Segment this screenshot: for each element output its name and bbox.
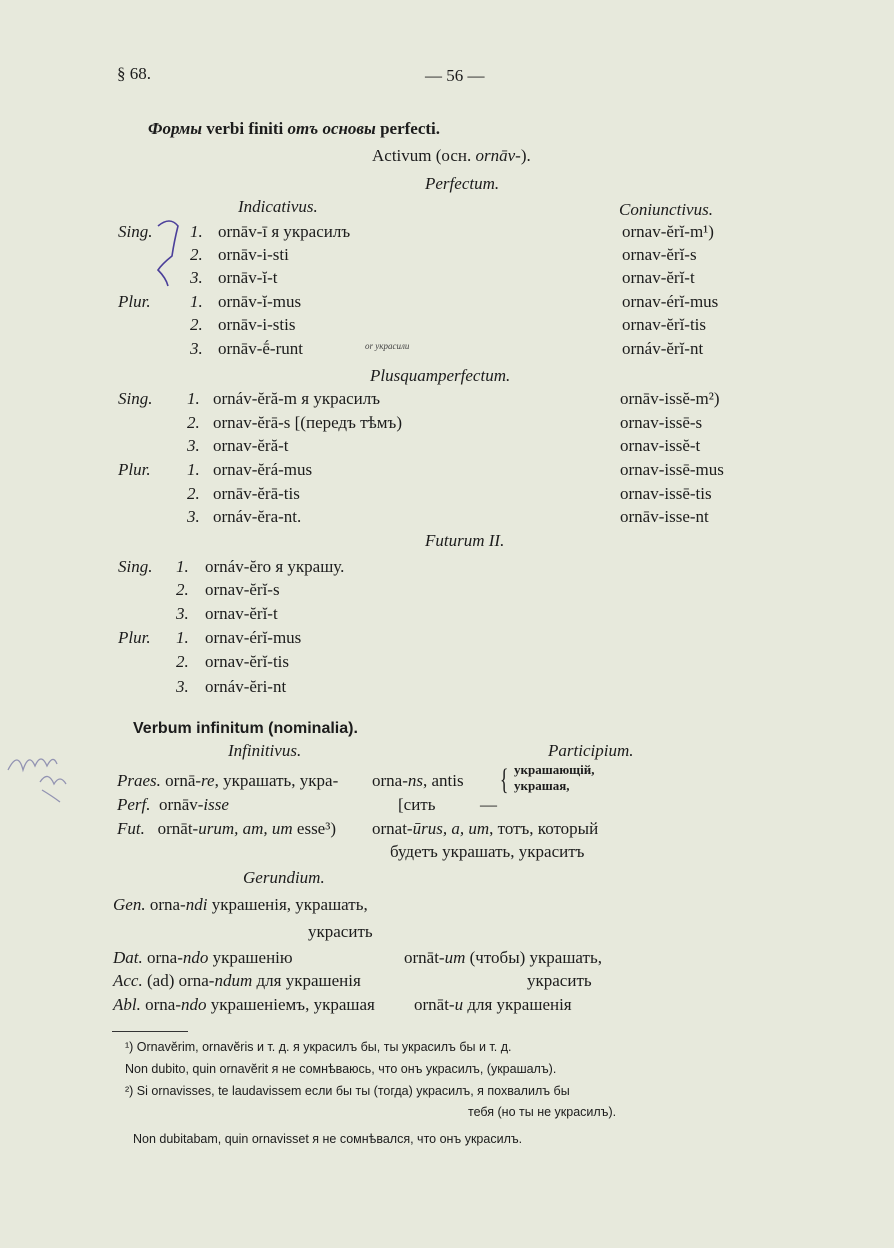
translation: для украшенія (252, 971, 361, 990)
ending: ndo (180, 995, 207, 1014)
ending: ndi (185, 895, 208, 914)
subjunctive-form: ornav-issē-tis (620, 484, 712, 503)
indicativus-heading: Indicativus. (238, 197, 318, 216)
person-number: 2. (187, 413, 200, 432)
title-part: verbi finiti (202, 119, 288, 138)
person-number: 2. (187, 484, 200, 503)
person-number: 1. (176, 628, 189, 647)
translation-continuation: [сить (398, 795, 436, 814)
subjunctive-form: ornav-issĕ-t (620, 436, 701, 455)
page-number: — 56 — (425, 66, 485, 85)
row-label: Fut. (117, 819, 145, 838)
row-label: Abl. (113, 995, 141, 1014)
suffix: esse³) (292, 819, 336, 838)
ending: ns (407, 771, 423, 790)
handwritten-note: or украсили (365, 341, 410, 351)
subjunctive-form: ornav-ĕrĭ-tis (622, 315, 707, 334)
row-label: Gen. (113, 895, 146, 914)
ending: ndo (182, 948, 209, 967)
stem: ornāt- (404, 948, 445, 967)
indicative-form: ornav-ĕrā-s [(передъ тѣмъ) (213, 413, 402, 432)
stem: ornāt- (414, 995, 455, 1014)
person-number: 3. (190, 268, 203, 287)
stem: orna- (147, 948, 183, 967)
subjunctive-form: ornāv-issĕ-m²) (620, 389, 720, 408)
translation: украшенію (208, 948, 293, 967)
row-label: Sing. (118, 389, 153, 408)
translation: украшеніемъ, украшая (206, 995, 375, 1014)
futurum-heading: Futurum II. (425, 531, 505, 550)
person-number: 1. (176, 557, 189, 576)
subjunctive-form: ornav-issē-s (620, 413, 703, 432)
footnote-2: ²) Si ornavisses, te laudavissem если бы ты (тогда) украсилъ, я похвалилъ бы (125, 1084, 570, 1098)
indicative-form: ornav-ĕrĭ-t (205, 604, 278, 623)
row-label: Perf. (117, 795, 151, 814)
translation: , украшать, укра- (214, 771, 339, 790)
person-number: 1. (190, 222, 203, 241)
pen-brace-mark (158, 221, 178, 286)
ending: re (201, 771, 215, 790)
translation: , тотъ, который (489, 819, 599, 838)
title-part: perfecti. (375, 119, 441, 138)
stem: (ad) orna- (146, 971, 215, 990)
indicative-form: ornav-érĭ-mus (205, 628, 302, 647)
subjunctive-form: ornav-ĕrĭ-t (622, 268, 695, 287)
perf-participle-dash: — (480, 795, 497, 814)
person-number: 2. (190, 245, 203, 264)
activum-text: Activum (осн. (372, 146, 476, 165)
footnote-2-example: Non dubitabam, quin ornavisset я не сомнѣвался, что онъ украсилъ. (133, 1132, 523, 1146)
person-number: 3. (187, 507, 200, 526)
indicative-form: ornāv-ĭ-t (218, 268, 278, 287)
row-label: Sing. (118, 557, 153, 576)
row-label: Plur. (118, 628, 151, 647)
translation: для украшенія (463, 995, 572, 1014)
supine-translation-continuation: украсить (527, 971, 592, 990)
indicative-form: ornav-ĕrá-mus (213, 460, 313, 479)
indicative-form: ornáv-ĕri-nt (205, 677, 287, 696)
translation: украшенія, украшать, (207, 895, 368, 914)
fut-participle-translation: будетъ украшать, украситъ (390, 842, 585, 861)
footnote-2-continuation: тебя (но ты не украсилъ). (468, 1105, 617, 1119)
brace: { (499, 763, 509, 796)
coniunctivus-heading: Coniunctivus. (619, 200, 713, 219)
person-number: 3. (176, 677, 189, 696)
person-number: 3. (187, 436, 200, 455)
indicative-form: ornav-ĕrĭ-s (205, 580, 280, 599)
person-number: 2. (190, 315, 203, 334)
person-number: 3. (190, 339, 203, 358)
genitive: , antis (423, 771, 464, 790)
ending: urum, am, um (198, 819, 293, 838)
stem: orna- (145, 995, 181, 1014)
indicative-form: ornáv-ĕro я украшу. (205, 557, 345, 576)
indicative-form: ornáv-ĕra-nt. (213, 507, 302, 526)
ending: ūrus, a, um (412, 819, 490, 838)
footnote-1: ¹) Ornavĕrim, ornavĕris и т. д. я украсилъ бы, ты украсилъ бы и т. д. (125, 1040, 512, 1054)
ending: ndum (214, 971, 253, 990)
gloss-line: украшающій, (514, 762, 595, 777)
activum-text: ). (520, 146, 531, 165)
activum-stem: ornāv- (475, 146, 521, 165)
person-number: 2. (176, 652, 189, 671)
infinitivus-heading: Infinitivus. (228, 741, 302, 760)
verbum-infinitum-heading: Verbum infinitum (nominalia). (133, 720, 358, 737)
row-label: Plur. (118, 460, 151, 479)
person-number: 3. (176, 604, 189, 623)
indicative-form: ornāv-i-sti (218, 245, 289, 264)
indicative-form: ornāv-i-stis (218, 315, 296, 334)
person-number: 2. (176, 580, 189, 599)
gloss-line: украшая, (514, 778, 570, 793)
plusquamperfectum-heading: Plusquamperfectum. (370, 366, 511, 385)
indicative-form: ornáv-ĕră-m я украсилъ (213, 389, 381, 408)
indicative-form: ornav-ĕrĭ-tis (205, 652, 290, 671)
stem: ornat- (372, 819, 413, 838)
stem: ornāv- (159, 795, 204, 814)
indicative-form: ornāv-ĕrā-tis (213, 484, 300, 503)
subjunctive-form: ornav-érĭ-mus (622, 292, 719, 311)
stem: orna- (372, 771, 408, 790)
indicative-form: ornav-ĕră-t (213, 436, 289, 455)
stem: orna- (149, 895, 186, 914)
subjunctive-form: ornav-ĕrĭ-s (622, 245, 697, 264)
participium-heading: Participium. (548, 741, 634, 760)
stem: ornāt- (157, 819, 199, 838)
row-label: Dat. (113, 948, 143, 967)
row-label: Sing. (118, 222, 153, 241)
stem: ornā- (165, 771, 202, 790)
perfectum-heading: Perfectum. (425, 174, 500, 193)
indicative-form: ornāv-ī я украсилъ (218, 222, 351, 241)
ending: isse (203, 795, 229, 814)
subjunctive-form: ornáv-ĕrĭ-nt (622, 339, 704, 358)
subjunctive-form: ornāv-isse-nt (620, 507, 709, 526)
section-number: § 68. (117, 64, 151, 83)
indicative-form: ornāv-ḗ-runt (218, 339, 303, 358)
title-part: Формы (148, 119, 203, 138)
title-part: отъ основы (287, 119, 376, 138)
margin-scribble (8, 759, 66, 802)
indicative-form: ornāv-ĭ-mus (218, 292, 302, 311)
gen-translation-continuation: украсить (308, 922, 373, 941)
person-number: 1. (187, 389, 200, 408)
ending: u (454, 995, 464, 1014)
subjunctive-form: ornav-ĕrĭ-m¹) (622, 222, 714, 241)
translation: (чтобы) украшать, (465, 948, 602, 967)
row-label: Acc. (113, 971, 143, 990)
footnote-1-example: Non dubito, quin ornavĕrit я не сомнѣваюсь, что онъ украсилъ, (украшалъ). (125, 1062, 557, 1076)
gerundium-heading: Gerundium. (243, 868, 325, 887)
person-number: 1. (190, 292, 203, 311)
person-number: 1. (187, 460, 200, 479)
row-label: Plur. (118, 292, 151, 311)
ending: um (444, 948, 466, 967)
row-label: Praes. (117, 771, 161, 790)
subjunctive-form: ornav-issē-mus (620, 460, 724, 479)
